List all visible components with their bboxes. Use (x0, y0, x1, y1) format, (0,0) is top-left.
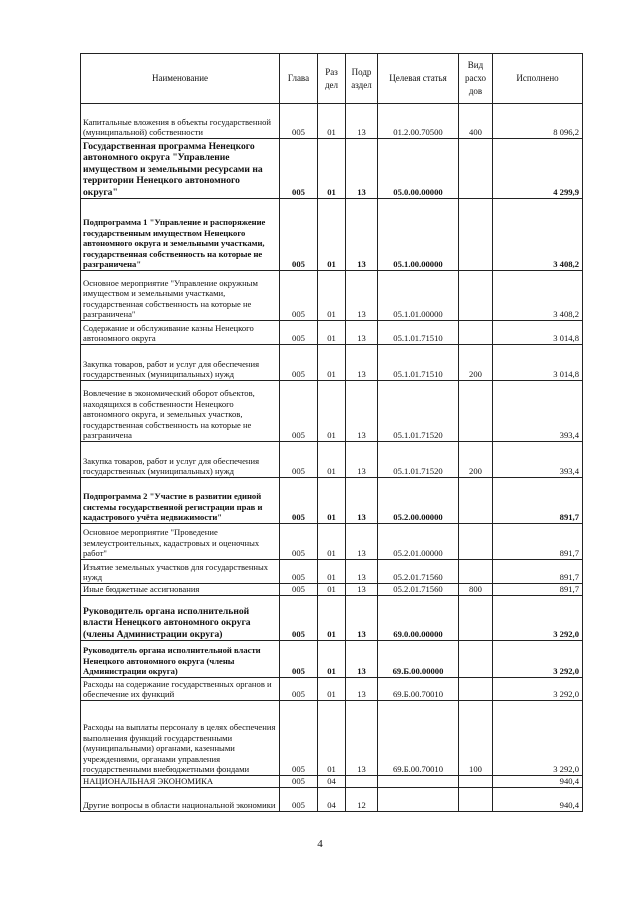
cell-chapter: 005 (280, 271, 318, 321)
cell-subsection: 13 (346, 271, 378, 321)
table-body (81, 104, 583, 812)
cell-name: Основное мероприятие "Управление окружным имуществом и земельными участками, государственная собственность на которые не разграничена" (81, 271, 280, 321)
table-row (81, 478, 583, 524)
table-row (81, 678, 583, 701)
table-row (81, 321, 583, 345)
cell-section: 01 (318, 524, 346, 560)
cell-chapter: 005 (280, 345, 318, 381)
cell-target: 05.1.01.71510 (378, 345, 459, 381)
cell-kind (459, 524, 493, 560)
page-number: 4 (317, 838, 323, 850)
cell-name: Расходы на выплаты персоналу в целях обеспечения выполнения функций государственными (муниципальными) органами, казенными учреждениями, органами управления государственными внебюджетными фондами (81, 701, 280, 776)
cell-target: 05.1.01.71510 (378, 321, 459, 345)
table-row (81, 442, 583, 478)
header-target: Целевая статья (378, 54, 459, 104)
cell-chapter: 005 (280, 199, 318, 271)
cell-name: Капитальные вложения в объекты государственной (муниципальной) собственности (81, 104, 280, 139)
cell-executed: 891,7 (493, 584, 583, 596)
cell-subsection: 13 (346, 442, 378, 478)
cell-section: 01 (318, 478, 346, 524)
cell-section: 01 (318, 701, 346, 776)
header-executed: Исполнено (493, 54, 583, 104)
cell-name: Расходы на содержание государственных органов и обеспечение их функций (81, 678, 280, 701)
cell-chapter: 005 (280, 678, 318, 701)
cell-section: 04 (318, 788, 346, 812)
cell-executed: 891,7 (493, 560, 583, 584)
header-subsection: Подр аздел (346, 54, 378, 104)
cell-target: 69.Б.00.00000 (378, 641, 459, 678)
cell-section: 01 (318, 678, 346, 701)
cell-subsection: 13 (346, 701, 378, 776)
header-kind: Вид расхо дов (459, 54, 493, 104)
table-row (81, 524, 583, 560)
cell-target: 69.Б.00.70010 (378, 678, 459, 701)
budget-table (80, 53, 583, 812)
cell-target: 69.0.00.00000 (378, 596, 459, 641)
cell-executed: 3 292,0 (493, 641, 583, 678)
cell-executed: 891,7 (493, 478, 583, 524)
cell-target: 05.2.01.00000 (378, 524, 459, 560)
cell-target (378, 776, 459, 788)
cell-kind: 100 (459, 701, 493, 776)
cell-kind (459, 776, 493, 788)
cell-chapter: 005 (280, 104, 318, 139)
table-row (81, 381, 583, 442)
cell-subsection: 13 (346, 321, 378, 345)
cell-executed: 3 014,8 (493, 345, 583, 381)
cell-target: 05.0.00.00000 (378, 139, 459, 199)
cell-section: 01 (318, 381, 346, 442)
cell-chapter: 005 (280, 321, 318, 345)
cell-section: 01 (318, 271, 346, 321)
cell-name: Изъятие земельных участков для государственных нужд (81, 560, 280, 584)
cell-name: Руководитель органа исполнительной власти Ненецкого автономного округа (члены Администрации округа) (81, 641, 280, 678)
cell-target: 05.1.01.71520 (378, 381, 459, 442)
table-row (81, 641, 583, 678)
cell-section: 01 (318, 584, 346, 596)
table-row (81, 345, 583, 381)
cell-executed: 3 408,2 (493, 199, 583, 271)
table-row (81, 701, 583, 776)
cell-section: 01 (318, 139, 346, 199)
cell-section: 01 (318, 641, 346, 678)
cell-chapter: 005 (280, 560, 318, 584)
cell-name: НАЦИОНАЛЬНАЯ ЭКОНОМИКА (81, 776, 280, 788)
cell-subsection: 13 (346, 381, 378, 442)
cell-executed: 4 299,9 (493, 139, 583, 199)
cell-section: 01 (318, 199, 346, 271)
table-row (81, 788, 583, 812)
cell-target: 69.Б.00.70010 (378, 701, 459, 776)
cell-name: Содержание и обслуживание казны Ненецкого автономного округа (81, 321, 280, 345)
cell-chapter: 005 (280, 478, 318, 524)
cell-subsection: 12 (346, 788, 378, 812)
cell-subsection: 13 (346, 104, 378, 139)
cell-name: Вовлечение в экономический оборот объектов, находящихся в собственности Ненецкого автономного округа, и земельных участков, государственная собственность на которые не разграничена (81, 381, 280, 442)
table-row (81, 199, 583, 271)
table-row (81, 584, 583, 596)
cell-kind (459, 678, 493, 701)
cell-kind (459, 199, 493, 271)
cell-executed: 3 292,0 (493, 596, 583, 641)
cell-kind: 200 (459, 345, 493, 381)
cell-section: 01 (318, 345, 346, 381)
cell-target: 05.1.01.00000 (378, 271, 459, 321)
cell-chapter: 005 (280, 139, 318, 199)
budget-table-container (80, 53, 582, 812)
cell-target: 05.2.00.00000 (378, 478, 459, 524)
cell-executed: 393,4 (493, 381, 583, 442)
table-row (81, 596, 583, 641)
table-row (81, 560, 583, 584)
header-section: Раз дел (318, 54, 346, 104)
cell-kind: 800 (459, 584, 493, 596)
cell-subsection: 13 (346, 345, 378, 381)
cell-chapter: 005 (280, 596, 318, 641)
cell-target: 05.2.01.71560 (378, 560, 459, 584)
cell-executed: 940,4 (493, 788, 583, 812)
cell-subsection: 13 (346, 524, 378, 560)
cell-kind (459, 560, 493, 584)
cell-kind (459, 788, 493, 812)
cell-executed: 3 408,2 (493, 271, 583, 321)
cell-kind: 200 (459, 442, 493, 478)
cell-name: Подпрограмма 2 "Участие в развитии единой системы государственной регистрации прав и кадастрового учёта недвижимости" (81, 478, 280, 524)
cell-name: Другие вопросы в области национальной экономики (81, 788, 280, 812)
cell-section: 01 (318, 442, 346, 478)
cell-name: Закупка товаров, работ и услуг для обеспечения государственных (муниципальных) нужд (81, 442, 280, 478)
cell-kind (459, 271, 493, 321)
cell-chapter: 005 (280, 442, 318, 478)
table-header-row (81, 54, 583, 104)
cell-section: 01 (318, 321, 346, 345)
cell-executed: 8 096,2 (493, 104, 583, 139)
cell-section: 01 (318, 560, 346, 584)
cell-section: 01 (318, 596, 346, 641)
cell-subsection: 13 (346, 641, 378, 678)
table-row (81, 104, 583, 139)
cell-chapter: 005 (280, 584, 318, 596)
cell-chapter: 005 (280, 701, 318, 776)
cell-subsection: 13 (346, 678, 378, 701)
cell-executed: 3 292,0 (493, 701, 583, 776)
table-row (81, 271, 583, 321)
cell-chapter: 005 (280, 776, 318, 788)
cell-executed: 891,7 (493, 524, 583, 560)
cell-subsection: 13 (346, 478, 378, 524)
table-row (81, 776, 583, 788)
cell-kind (459, 139, 493, 199)
cell-chapter: 005 (280, 381, 318, 442)
cell-name: Закупка товаров, работ и услуг для обеспечения государственных (муниципальных) нужд (81, 345, 280, 381)
cell-target: 05.1.01.71520 (378, 442, 459, 478)
cell-target: 01.2.00.70500 (378, 104, 459, 139)
cell-section: 01 (318, 104, 346, 139)
cell-executed: 940,4 (493, 776, 583, 788)
cell-target: 05.1.00.00000 (378, 199, 459, 271)
cell-subsection: 13 (346, 199, 378, 271)
cell-kind (459, 381, 493, 442)
header-name: Наименование (81, 54, 280, 104)
cell-kind (459, 478, 493, 524)
cell-executed: 3 014,8 (493, 321, 583, 345)
cell-kind: 400 (459, 104, 493, 139)
cell-name: Основное мероприятие "Проведение землеустроительных, кадастровых и оценочных работ" (81, 524, 280, 560)
cell-chapter: 005 (280, 524, 318, 560)
cell-kind (459, 641, 493, 678)
cell-chapter: 005 (280, 788, 318, 812)
header-chapter: Глава (280, 54, 318, 104)
cell-subsection: 13 (346, 596, 378, 641)
cell-executed: 393,4 (493, 442, 583, 478)
cell-name: Государственная программа Ненецкого автономного округа "Управление имуществом и земельными ресурсами на территории Ненецкого автономного округа" (81, 139, 280, 199)
cell-executed: 3 292,0 (493, 678, 583, 701)
cell-name: Подпрограмма 1 "Управление и распоряжение государственным имуществом Ненецкого автономного округа и земельными участками, государственная собственность на которые не разграничена" (81, 199, 280, 271)
cell-kind (459, 596, 493, 641)
cell-name: Руководитель органа исполнительной власти Ненецкого автономного округа (члены Администрации округа) (81, 596, 280, 641)
cell-target (378, 788, 459, 812)
cell-subsection (346, 776, 378, 788)
cell-name: Иные бюджетные ассигнования (81, 584, 280, 596)
cell-section: 04 (318, 776, 346, 788)
cell-target: 05.2.01.71560 (378, 584, 459, 596)
cell-subsection: 13 (346, 139, 378, 199)
cell-subsection: 13 (346, 560, 378, 584)
cell-kind (459, 321, 493, 345)
cell-subsection: 13 (346, 584, 378, 596)
table-row (81, 139, 583, 199)
cell-chapter: 005 (280, 641, 318, 678)
